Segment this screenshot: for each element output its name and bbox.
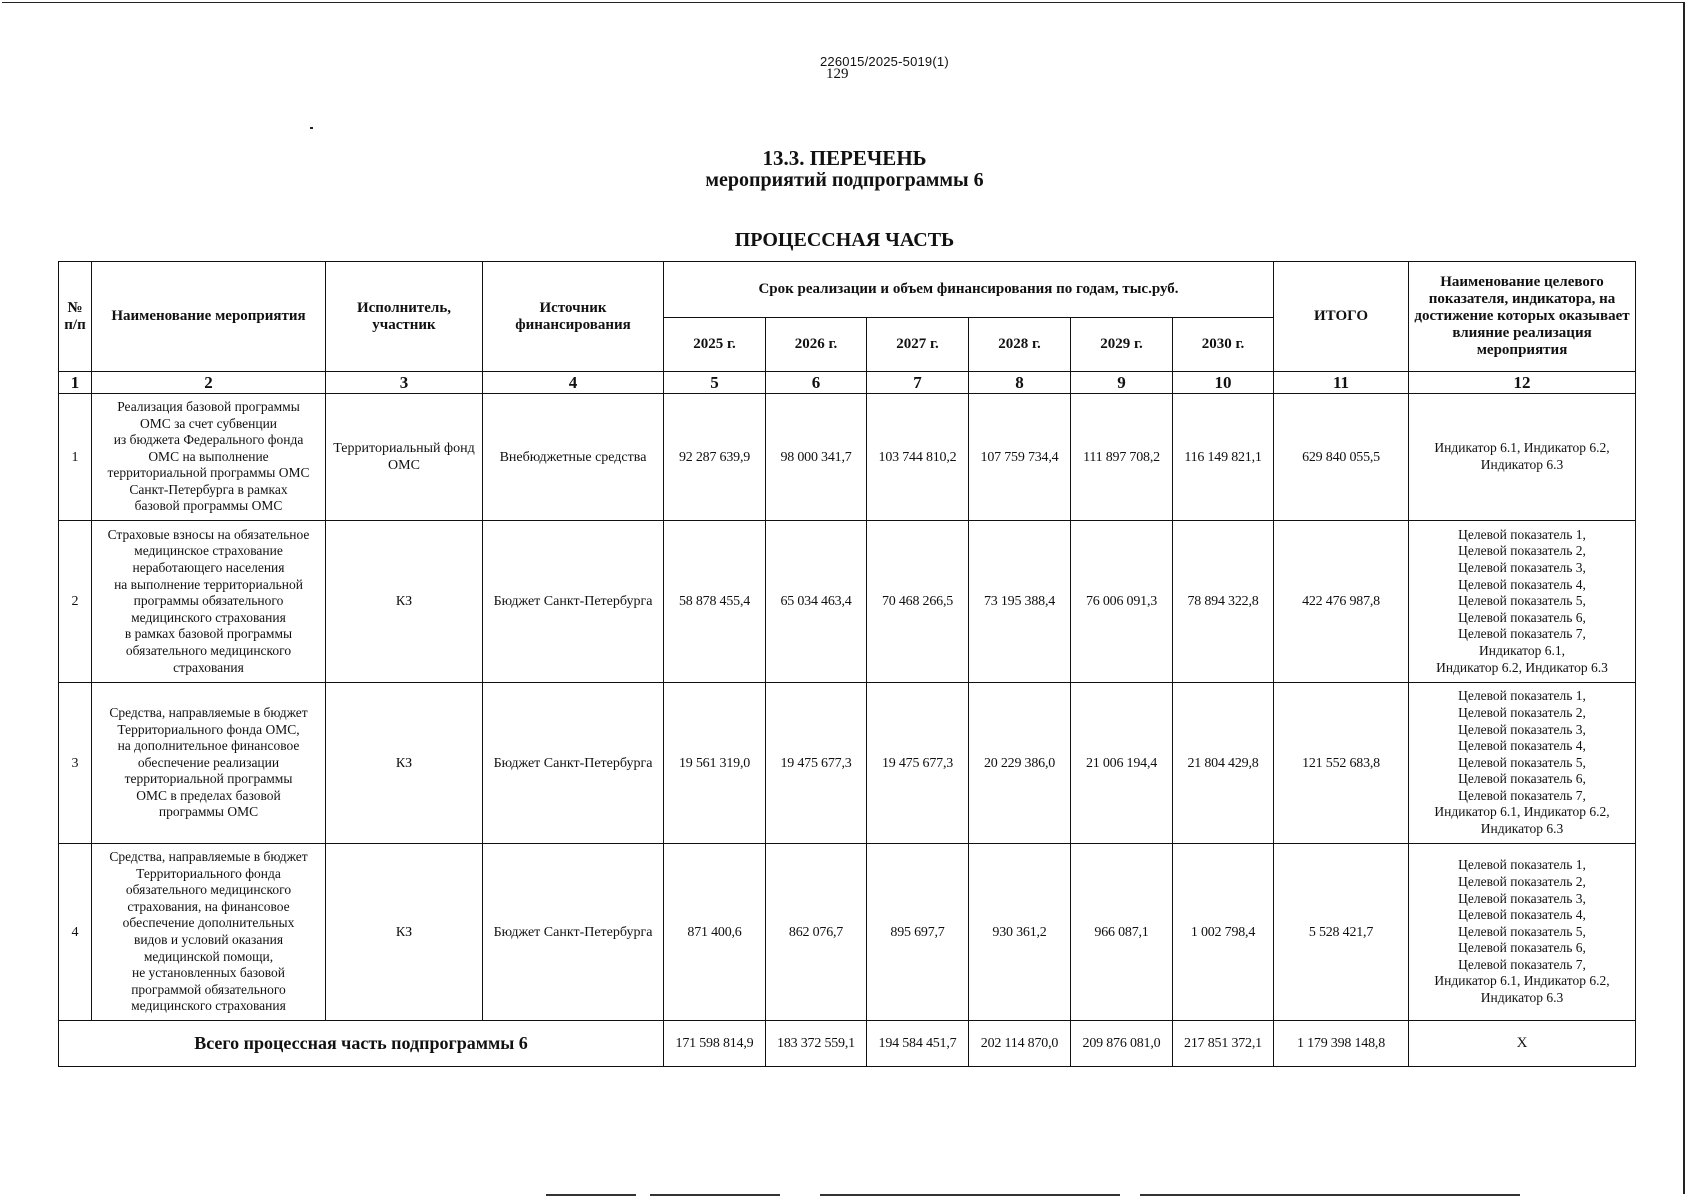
- header-year: 2029 г.: [1071, 318, 1173, 372]
- indicators: [1409, 683, 1636, 844]
- scan-edge-line: [820, 1194, 1120, 1196]
- indicator-line: Целевой показатель 4,: [1458, 907, 1586, 923]
- header-no: № п/п: [59, 262, 92, 372]
- list-subtitle: мероприятий подпрограммы 6: [705, 169, 984, 191]
- grand-total: 1 179 398 148,8: [1274, 1021, 1409, 1067]
- amount-2029: 76 006 091,3: [1071, 521, 1173, 683]
- header-year: 2030 г.: [1173, 318, 1274, 372]
- funding-source: Бюджет Санкт-Петербурга: [483, 683, 664, 844]
- amount-2027: 70 468 266,5: [867, 521, 969, 683]
- table-row: [59, 683, 1636, 844]
- column-number: 9: [1071, 372, 1173, 394]
- column-numbers-row: [59, 372, 1636, 394]
- amount-2030: 21 804 429,8: [1173, 683, 1274, 844]
- indicator-line: Целевой показатель 5,: [1458, 593, 1586, 609]
- amount-total: 629 840 055,5: [1274, 394, 1409, 521]
- total-label: Всего процессная часть подпрограммы 6: [59, 1021, 664, 1067]
- activity-name-line: в рамках базовой программы: [124, 626, 293, 642]
- column-number: 10: [1173, 372, 1274, 394]
- indicator-line: Целевой показатель 1,: [1458, 526, 1586, 542]
- activity-name-line: Средства, направляемые в бюджет: [109, 704, 308, 720]
- header-year: 2025 г.: [664, 318, 766, 372]
- indicator-line: Целевой показатель 7,: [1458, 956, 1586, 972]
- executor: КЗ: [326, 521, 483, 683]
- amount-2027: 19 475 677,3: [867, 683, 969, 844]
- page-number: 129: [826, 66, 849, 82]
- row-number: 2: [59, 521, 92, 683]
- activity-name-line: ОМС за счет субвенции: [139, 415, 278, 431]
- activity-name-line: медицинского страхования: [131, 998, 286, 1014]
- table-row: [59, 521, 1636, 683]
- funding-source: Бюджет Санкт-Петербурга: [483, 844, 664, 1021]
- scan-edge-line: [650, 1194, 780, 1196]
- header-period: Срок реализации и объем финансирования по годам, тыс.руб.: [664, 262, 1274, 318]
- list-title: 13.3. ПЕРЕЧЕНЬ: [762, 146, 927, 170]
- total-2026: 183 372 559,1: [766, 1021, 867, 1067]
- activity-name-line: Реализация базовой программы: [117, 398, 300, 414]
- indicator-line: Индикатор 6.1, Индикатор 6.2,: [1434, 973, 1610, 989]
- indicator-line: Целевой показатель 4,: [1458, 576, 1586, 592]
- total-indicator: Х: [1409, 1021, 1636, 1067]
- header-name: Наименование мероприятия: [92, 262, 326, 372]
- indicator-line: Индикатор 6.3: [1480, 990, 1564, 1006]
- activity-name: [92, 394, 326, 521]
- activity-name-line: программы обязательного: [133, 593, 284, 609]
- activity-name-line: территориальной программы ОМС: [107, 465, 310, 481]
- indicators: [1409, 844, 1636, 1021]
- indicators: [1409, 394, 1636, 521]
- header-row: [59, 262, 1636, 318]
- indicator-line: Целевой показатель 6,: [1458, 771, 1586, 787]
- activity-name-line: из бюджета Федерального фонда: [113, 432, 304, 448]
- activities-table: [58, 261, 1636, 1067]
- header-total: ИТОГО: [1274, 262, 1409, 372]
- activity-name-line: на выполнение территориальной: [114, 576, 303, 592]
- activity-name-line: ОМС в пределах базовой: [136, 787, 281, 803]
- total-2028: 202 114 870,0: [969, 1021, 1071, 1067]
- column-number: 3: [326, 372, 483, 394]
- amount-2026: 19 475 677,3: [766, 683, 867, 844]
- row-number: 4: [59, 844, 92, 1021]
- header-year: 2028 г.: [969, 318, 1071, 372]
- activity-name: [92, 844, 326, 1021]
- column-number: 11: [1274, 372, 1409, 394]
- indicator-line: Целевой показатель 5,: [1458, 923, 1586, 939]
- indicator-line: Целевой показатель 3,: [1458, 890, 1586, 906]
- activity-name-line: обязательного медицинского: [125, 642, 292, 658]
- activity-name-line: страхования, на финансовое: [127, 898, 290, 914]
- activity-name-line: Территориального фонда: [136, 865, 281, 881]
- column-number: 8: [969, 372, 1071, 394]
- amount-2030: 78 894 322,8: [1173, 521, 1274, 683]
- indicator-line: Целевой показатель 5,: [1458, 754, 1586, 770]
- indicator-line: Целевой показатель 1,: [1458, 688, 1586, 704]
- amount-2030: 116 149 821,1: [1173, 394, 1274, 521]
- indicator-line: Индикатор 6.3: [1480, 821, 1564, 837]
- scan-edge-line: [1140, 1194, 1520, 1196]
- indicator-line: Целевой показатель 3,: [1458, 721, 1586, 737]
- row-number: 3: [59, 683, 92, 844]
- amount-2029: 111 897 708,2: [1071, 394, 1173, 521]
- activity-name-line: обеспечение дополнительных: [122, 915, 295, 931]
- activity-name-line: не установленных базовой: [131, 965, 286, 981]
- table-row: [59, 394, 1636, 521]
- amount-2026: 65 034 463,4: [766, 521, 867, 683]
- header-executor: Исполнитель, участник: [326, 262, 483, 372]
- column-number: 1: [59, 372, 92, 394]
- amount-total: 121 552 683,8: [1274, 683, 1409, 844]
- column-number: 6: [766, 372, 867, 394]
- activity-name-line: медицинское страхование: [134, 543, 283, 559]
- indicator-line: Индикатор 6.2, Индикатор 6.3: [1436, 659, 1608, 675]
- amount-2025: 58 878 455,4: [664, 521, 766, 683]
- amount-total: 422 476 987,8: [1274, 521, 1409, 683]
- amount-2028: 107 759 734,4: [969, 394, 1071, 521]
- activity-name-line: Санкт-Петербурга в рамках: [129, 481, 288, 497]
- indicator-line: Целевой показатель 7,: [1458, 787, 1586, 803]
- amount-2027: 103 744 810,2: [867, 394, 969, 521]
- header-year: 2027 г.: [867, 318, 969, 372]
- activity-name-line: программой обязательного: [131, 981, 286, 997]
- amount-2028: 930 361,2: [969, 844, 1071, 1021]
- total-2029: 209 876 081,0: [1071, 1021, 1173, 1067]
- activity-name-line: страхования: [173, 659, 244, 675]
- executor: Территориальный фонд ОМС: [326, 394, 483, 521]
- column-number: 5: [664, 372, 766, 394]
- indicator-line: Индикатор 6.1,: [1479, 642, 1565, 658]
- amount-2030: 1 002 798,4: [1173, 844, 1274, 1021]
- scan-speck: [310, 127, 313, 129]
- activity-name-line: на дополнительное финансовое: [117, 738, 300, 754]
- amount-total: 5 528 421,7: [1274, 844, 1409, 1021]
- indicator-line: Целевой показатель 3,: [1458, 560, 1586, 576]
- scan-edge-line: [546, 1194, 636, 1196]
- activity-name-line: обязательного медицинского: [125, 882, 292, 898]
- indicator-line: Индикатор 6.1, Индикатор 6.2,: [1434, 804, 1610, 820]
- funding-source: Внебюджетные средства: [483, 394, 664, 521]
- activity-name: [92, 683, 326, 844]
- table-row: [59, 844, 1636, 1021]
- column-number: 4: [483, 372, 664, 394]
- indicator-line: Целевой показатель 2,: [1458, 873, 1586, 889]
- total-2025: 171 598 814,9: [664, 1021, 766, 1067]
- activity-name-line: Страховые взносы на обязательное: [107, 526, 310, 542]
- section-title: ПРОЦЕССНАЯ ЧАСТЬ: [734, 229, 955, 251]
- amount-2025: 92 287 639,9: [664, 394, 766, 521]
- activity-name-line: ОМС на выполнение: [148, 448, 269, 464]
- column-number: 12: [1409, 372, 1636, 394]
- amount-2027: 895 697,7: [867, 844, 969, 1021]
- amount-2026: 98 000 341,7: [766, 394, 867, 521]
- document-id: 226015/2025-5019(1): [820, 54, 949, 69]
- column-number: 2: [92, 372, 326, 394]
- amount-2028: 20 229 386,0: [969, 683, 1071, 844]
- activity-name: [92, 521, 326, 683]
- indicator-line: Целевой показатель 4,: [1458, 738, 1586, 754]
- total-row: [59, 1021, 1636, 1067]
- executor: КЗ: [326, 844, 483, 1021]
- header-indicator: Наименование целевого показателя, индикатора, на достижение которых оказывает влияние реализация мероприятия: [1409, 262, 1636, 372]
- row-number: 1: [59, 394, 92, 521]
- indicators: [1409, 521, 1636, 683]
- indicator-line: Целевой показатель 2,: [1458, 704, 1586, 720]
- total-2030: 217 851 372,1: [1173, 1021, 1274, 1067]
- indicator-line: Целевой показатель 2,: [1458, 543, 1586, 559]
- amount-2028: 73 195 388,4: [969, 521, 1071, 683]
- activity-name-line: видов и условий оказания: [133, 932, 284, 947]
- activity-name-line: Средства, направляемые в бюджет: [109, 849, 308, 865]
- header-source: Источник финансирования: [483, 262, 664, 372]
- executor: КЗ: [326, 683, 483, 844]
- activity-name-line: медицинского страхования: [131, 609, 286, 625]
- header-year: 2026 г.: [766, 318, 867, 372]
- indicator-line: Целевой показатель 6,: [1458, 940, 1586, 956]
- indicator-line: Целевой показатель 7,: [1458, 626, 1586, 642]
- activity-name-line: программы ОМС: [158, 804, 259, 820]
- funding-source: Бюджет Санкт-Петербурга: [483, 521, 664, 683]
- activity-name-line: обеспечение реализации: [137, 754, 280, 770]
- activity-name-line: базовой программы ОМС: [134, 498, 283, 514]
- activity-name-line: медицинской помощи,: [143, 948, 274, 964]
- column-number: 7: [867, 372, 969, 394]
- activity-name-line: неработающего населения: [132, 560, 285, 576]
- amount-2025: 871 400,6: [664, 844, 766, 1021]
- indicator-line: Индикатор 6.1, Индикатор 6.2,: [1434, 440, 1610, 456]
- amount-2029: 21 006 194,4: [1071, 683, 1173, 844]
- activity-name-line: Территориального фонда ОМС,: [117, 721, 300, 737]
- amount-2026: 862 076,7: [766, 844, 867, 1021]
- indicator-line: Целевой показатель 1,: [1458, 857, 1586, 873]
- activity-name-line: территориальной программы: [124, 771, 293, 787]
- amount-2029: 966 087,1: [1071, 844, 1173, 1021]
- total-2027: 194 584 451,7: [867, 1021, 969, 1067]
- amount-2025: 19 561 319,0: [664, 683, 766, 844]
- indicator-line: Целевой показатель 6,: [1458, 609, 1586, 625]
- indicator-line: Индикатор 6.3: [1480, 457, 1564, 472]
